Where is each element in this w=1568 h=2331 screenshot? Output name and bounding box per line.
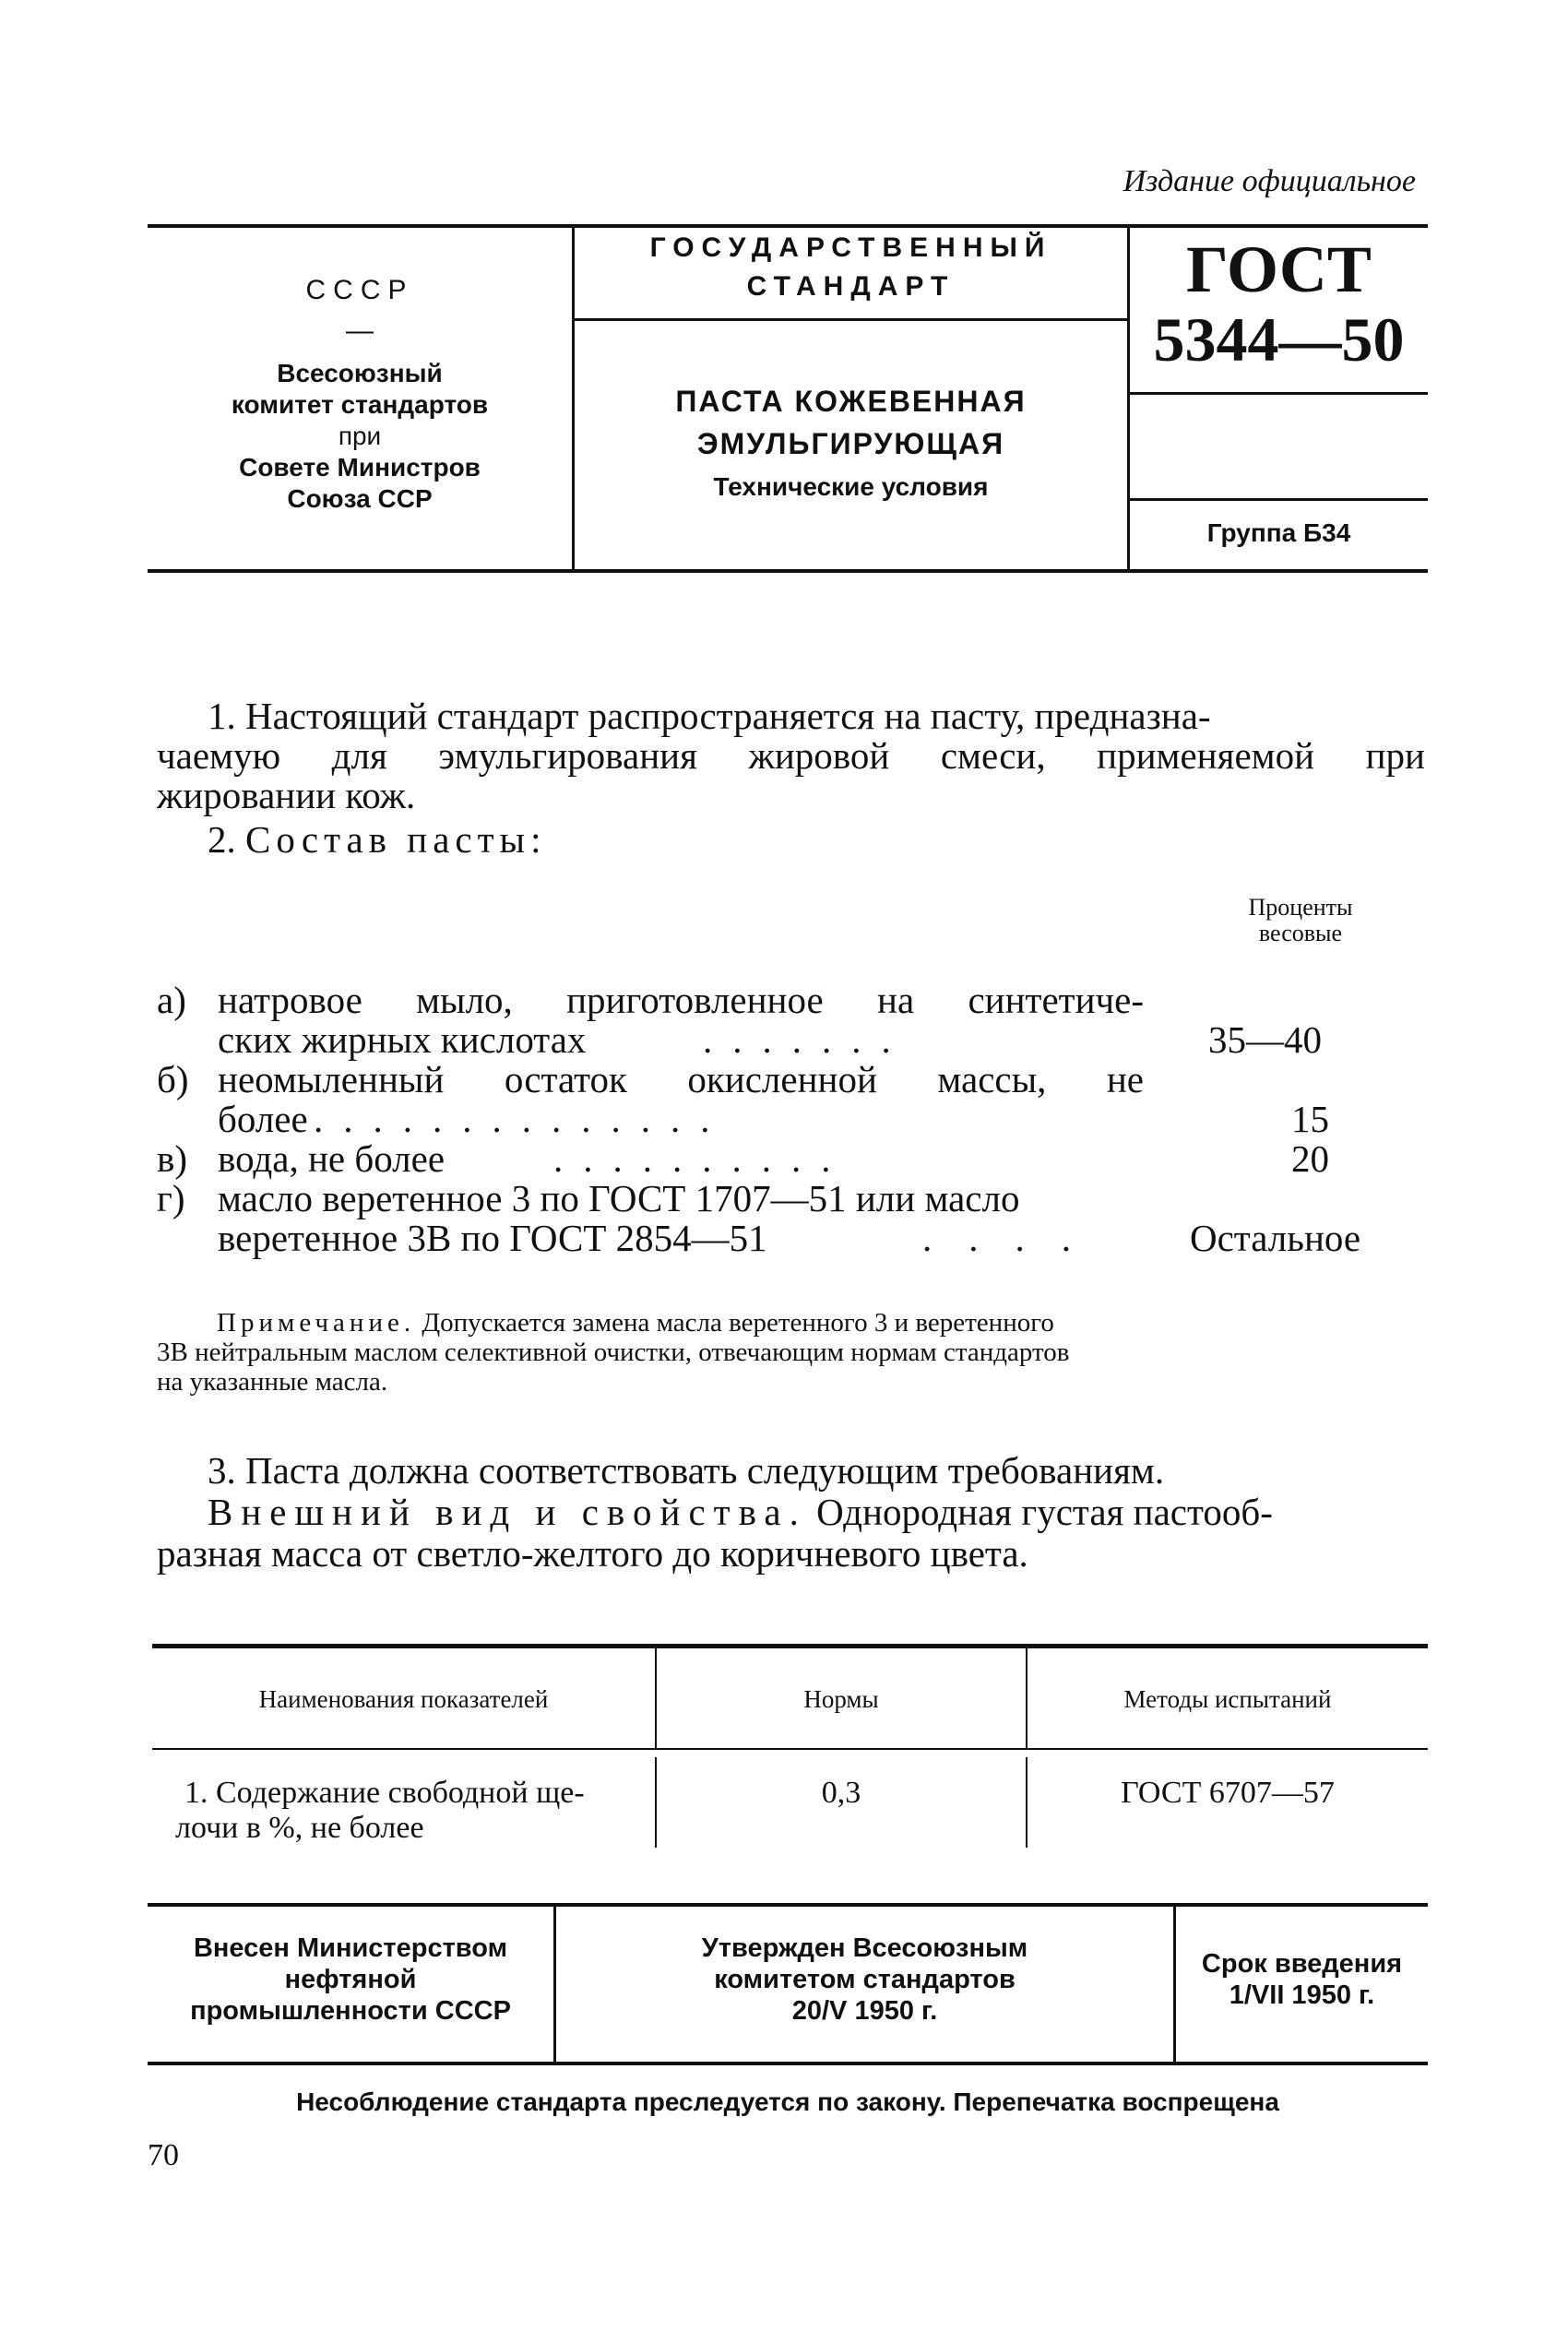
org-name: Всесоюзный комитет стандартов при Совете Министров Союза ССР (231, 359, 489, 513)
list-item-text: более (218, 1098, 308, 1140)
paragraph-4-line2: разная масса от светло-желтого до коричневого цвета. (157, 1532, 1028, 1575)
table-header: Наименования показателей (258, 1685, 549, 1713)
list-item-value: 15 (1291, 1098, 1329, 1140)
leader-dots: .... (922, 1217, 1108, 1259)
table-cell-method: ГОСТ 6707—57 (1121, 1776, 1335, 1810)
list-item-text: масло веретенное 3 по ГОСТ 1707—51 или масло (218, 1177, 1020, 1219)
note-line2: 3В нейтральным маслом селективной очистки, отвечающим нормам стандартов (157, 1338, 1070, 1367)
list-item-text: неомыленный остаток окисленной массы, не (218, 1058, 1144, 1100)
document-subtitle: Технические условия (713, 472, 989, 501)
paragraph-3: 3. Паста должна соответствовать следующим требованиям. (208, 1449, 1165, 1492)
leader-dots: ....... (703, 1018, 911, 1061)
note: Примечание. Допускается замена масла веретенного 3 и веретенного (217, 1308, 1054, 1338)
table-cell-name: 1. Содержание свободной ще- лочи в %, не более (175, 1776, 585, 1845)
note-line3: на указанные масла. (157, 1367, 388, 1397)
list-item-letter: б) (157, 1058, 189, 1100)
edition-label: Издание официальное (1123, 164, 1416, 198)
gost-number: 5344—50 (1153, 304, 1405, 375)
paragraph-4: Внешний вид и свойства. Однородная густая пастооб- (208, 1491, 1273, 1533)
list-item-value: 20 (1291, 1137, 1329, 1180)
paragraph-1-line2: чаемую для эмульгирования жировой смеси, применяемой при (157, 734, 1425, 777)
list-item-value: Остальное (1190, 1217, 1361, 1259)
table-cell-norm: 0,3 (821, 1776, 861, 1810)
legal-warning: Несоблюдение стандарта преследуется по закону. Перепечатка воспрещена (296, 2087, 1279, 2116)
introduced-by: Внесен Министерством нефтяной промышленности СССР (190, 1933, 511, 2026)
table-header: Методы испытаний (1123, 1685, 1332, 1713)
org-country: СССР (305, 275, 414, 305)
percent-column-header: Проценты весовые (1248, 894, 1353, 946)
effective-date: Срок введения 1/VII 1950 г. (1201, 1949, 1403, 2010)
list-item-letter: в) (157, 1137, 188, 1180)
state-standard-line1: ГОСУДАРСТВЕННЫЙ (649, 232, 1052, 263)
gost-label: ГОСТ (1186, 232, 1372, 306)
paragraph-1: 1. Настоящий стандарт распространяется на пасту, предназна- (208, 695, 1211, 737)
page-number: 70 (148, 2138, 179, 2172)
approved-by: Утвержден Всесоюзным комитетом стандартов 20/V 1950 г. (701, 1933, 1028, 2026)
org-dash: — (346, 315, 374, 346)
list-item-text: натровое мыло, приготовленное на синтетиче- (218, 979, 1144, 1021)
paragraph-1-line3: жировании кож. (157, 774, 416, 816)
list-item-text: ских жирных кислотах (218, 1018, 587, 1061)
group-code: Группа Б34 (1206, 518, 1351, 547)
list-item-value: 35—40 (1208, 1018, 1322, 1061)
leader-dots: .............. (314, 1098, 731, 1140)
state-standard-line2: СТАНДАРТ (746, 271, 956, 302)
list-item-text: веретенное 3В по ГОСТ 2854—51 (218, 1217, 767, 1259)
list-item-letter: а) (157, 979, 186, 1021)
table-header: Нормы (803, 1685, 879, 1713)
document-title: ПАСТА КОЖЕВЕННАЯ ЭМУЛЬГИРУЮЩАЯ (675, 385, 1027, 460)
paragraph-2: 2. Состав пасты: (208, 818, 547, 861)
list-item-letter: г) (157, 1177, 185, 1219)
leader-dots: .......... (553, 1137, 851, 1180)
list-item-text: вода, не более (218, 1137, 445, 1180)
